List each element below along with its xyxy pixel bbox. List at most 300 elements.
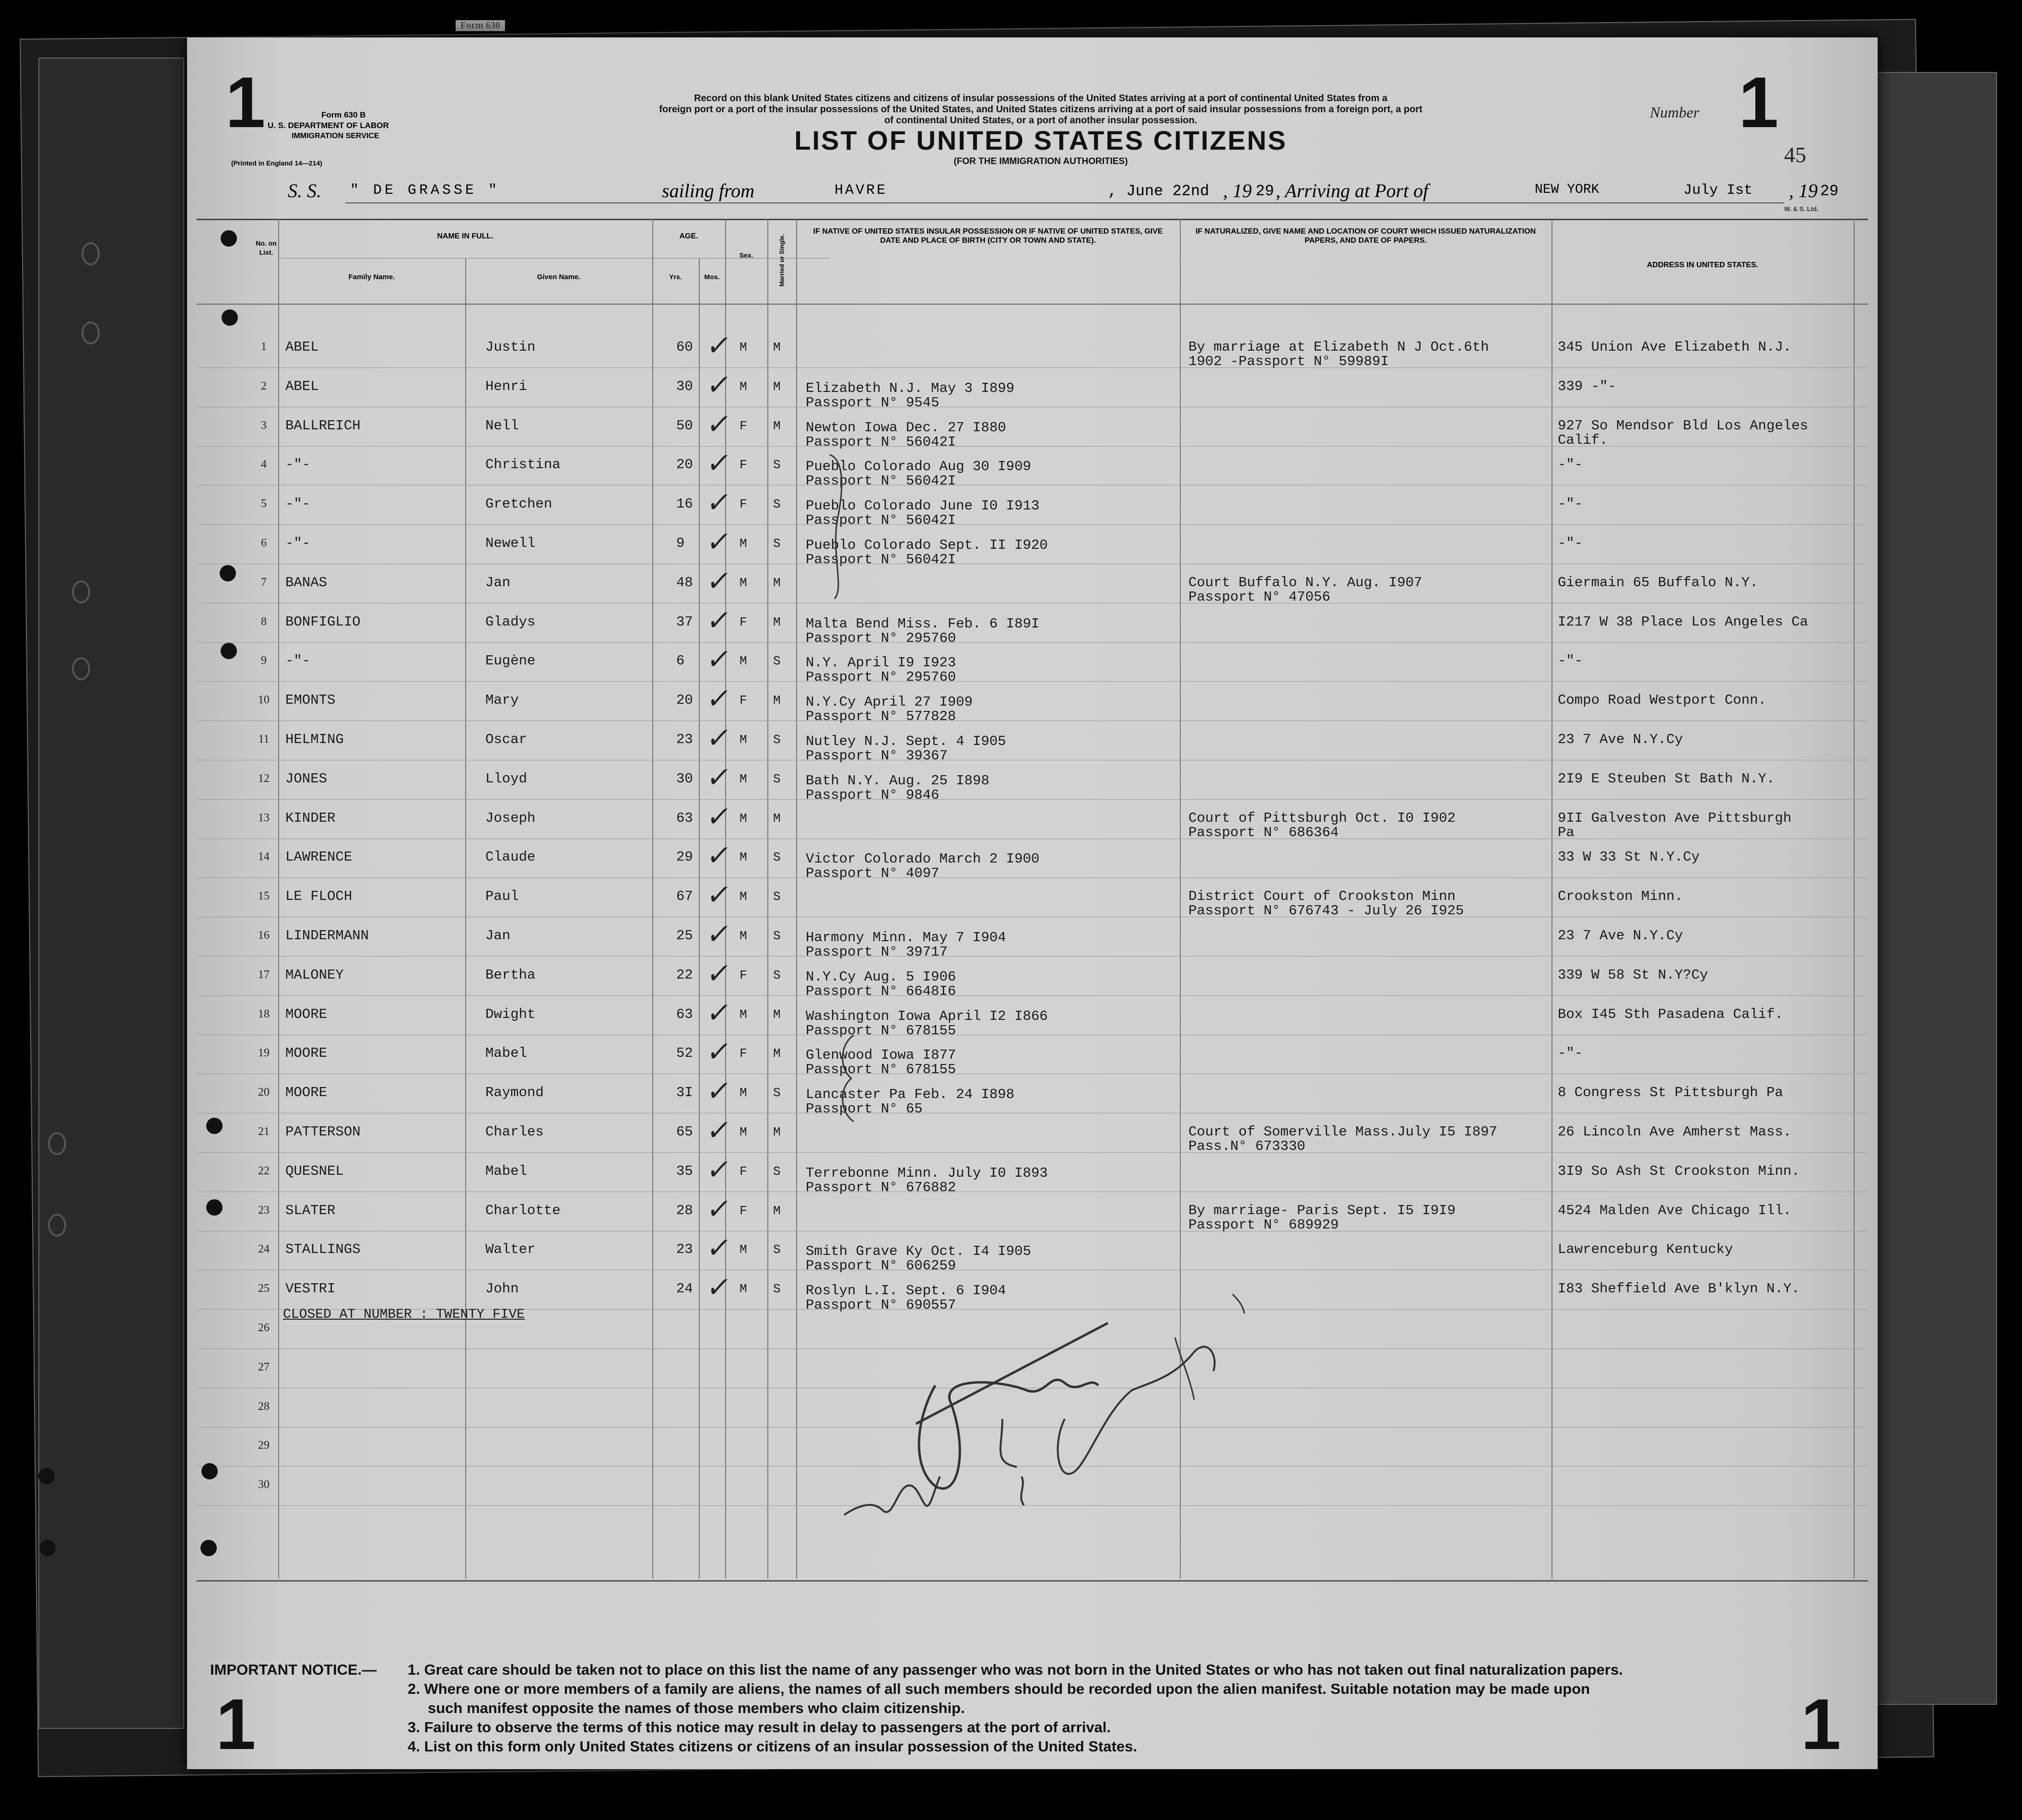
birth-passport: Passport N° 56042I (806, 473, 956, 489)
age-years: 3I (676, 1085, 693, 1100)
birth-place-date: Smith Grave Ky Oct. I4 I905 (806, 1243, 1031, 1259)
col-header-family: Family Name. (348, 273, 395, 281)
marital-status: M (773, 811, 781, 826)
age-years: 63 (676, 810, 693, 826)
binding-hole (221, 643, 237, 659)
col-header-address: ADDRESS IN UNITED STATES. (1646, 261, 1759, 269)
age-years: 52 (676, 1045, 693, 1061)
age-years: 28 (676, 1203, 693, 1218)
binding-hole (222, 309, 238, 326)
us-address: Box I45 Sth Pasadena Calif. (1558, 1006, 1783, 1022)
family-name: KINDER (285, 810, 336, 826)
form-top-tag: Form 630 (456, 20, 505, 31)
us-address: 23 7 Ave N.Y.Cy (1558, 928, 1683, 944)
binding-hole (38, 1468, 55, 1484)
naturalization-passport: Passport N° 47056 (1188, 589, 1330, 605)
us-address: -"- (1558, 535, 1583, 551)
sex: M (740, 340, 747, 355)
handwritten-mark-lower (839, 1457, 945, 1534)
row-number: 23 (258, 1204, 270, 1217)
row-number: 12 (258, 772, 270, 785)
age-years: 16 (676, 496, 693, 512)
sex: M (740, 889, 747, 904)
row-number: 3 (261, 419, 267, 432)
row-number: 9 (261, 654, 267, 667)
birth-place-date: Newton Iowa Dec. 27 I880 (806, 420, 1006, 436)
ss-label: S. S. (288, 180, 321, 201)
birth-passport: Passport N° 676882 (806, 1180, 956, 1195)
us-address: 4524 Malden Ave Chicago Ill. (1558, 1203, 1792, 1218)
check-mark: ✓ (705, 486, 734, 519)
check-mark: ✓ (705, 800, 734, 833)
col-rule-family (465, 258, 466, 1579)
col-header-mos: Mos. (704, 273, 720, 281)
row-rule (197, 524, 1868, 525)
row-number: 27 (258, 1361, 270, 1373)
sex: M (740, 1125, 747, 1139)
marital-status: S (773, 968, 781, 982)
check-mark: ✓ (705, 643, 734, 675)
birth-place-date: Lancaster Pa Feb. 24 I898 (806, 1087, 1015, 1102)
family-name: VESTRI (285, 1281, 336, 1297)
us-address: 2I9 E Steuben St Bath N.Y. (1558, 771, 1775, 787)
notice-item-4: 4. List on this form only United States citizens or citizens of an insular possession of the United States. (408, 1738, 1137, 1755)
birth-passport: Passport N° 295760 (806, 630, 956, 646)
check-mark: ✓ (705, 761, 734, 793)
birth-place-date: Roslyn L.I. Sept. 6 I904 (806, 1283, 1006, 1299)
col-rule-no (278, 219, 279, 1579)
us-address: -"- (1558, 457, 1583, 473)
marital-status: S (773, 733, 781, 747)
given-name: Joseph (485, 810, 536, 826)
birth-place-date: Victor Colorado March 2 I900 (806, 851, 1040, 867)
row-number: 14 (258, 851, 270, 863)
check-mark: ✓ (705, 918, 734, 950)
sex: M (740, 811, 747, 826)
marital-status: M (773, 576, 781, 590)
birth-place-date: N.Y.Cy April 27 I909 (806, 694, 973, 710)
row-number: 10 (258, 694, 270, 706)
us-address: Lawrenceburg Kentucky (1558, 1241, 1733, 1257)
family-name: -"- (285, 535, 311, 551)
sex: M (740, 772, 747, 786)
birth-passport: Passport N° 4097 (806, 865, 940, 881)
us-address: -"- (1558, 653, 1583, 669)
family-name: LAWRENCE (285, 849, 353, 865)
col-rule-yrs (699, 258, 700, 1579)
record-instructions: Record on this blank United States citizens and citizens of insular possessions of the United States arriving at a port of continental United States from a foreign port or a port of the insular possessions of the United States, and United States citizens arriving at a port of said insular possessions from a foreign port, a port of continental United States, or a port of another insular possession. (659, 93, 1422, 126)
family-name: BALLREICH (285, 418, 361, 434)
age-years: 30 (676, 771, 693, 787)
family-brace-ballreich (825, 450, 854, 603)
birth-place-date: Elizabeth N.J. May 3 I899 (806, 380, 1015, 396)
age-years: 25 (676, 928, 693, 944)
us-address: -"- (1558, 496, 1583, 512)
binding-ring (72, 580, 90, 603)
family-name: BANAS (285, 575, 328, 591)
family-name: -"- (285, 653, 311, 669)
marital-status: S (773, 654, 781, 668)
check-mark: ✓ (705, 1114, 734, 1146)
marital-status: S (773, 772, 781, 786)
check-mark: ✓ (705, 1193, 734, 1225)
check-mark: ✓ (705, 1153, 734, 1186)
check-mark: ✓ (705, 1271, 734, 1303)
family-name: MALONEY (285, 967, 344, 983)
birth-place-date: N.Y.Cy Aug. 5 I906 (806, 969, 956, 985)
birth-place-date: N.Y. April I9 I923 (806, 655, 956, 671)
naturalization-court: Court Buffalo N.Y. Aug. I907 (1188, 575, 1422, 591)
given-name: Dwight (485, 1006, 536, 1022)
col-header-name-in-full: NAME IN FULL. (437, 232, 494, 240)
us-address: Crookston Minn. (1558, 888, 1683, 904)
arrive-year: 29 (1820, 182, 1839, 200)
check-mark: ✓ (705, 996, 734, 1029)
given-name: Gretchen (485, 496, 553, 512)
naturalization-court: By marriage- Paris Sept. I5 I9I9 (1188, 1203, 1456, 1218)
age-years: 29 (676, 849, 693, 865)
sex: F (740, 615, 747, 629)
binding-hole (39, 1540, 56, 1556)
ship-name: " DE GRASSE " (350, 182, 500, 199)
sex: F (740, 693, 747, 708)
arrive-date: July Ist (1683, 182, 1753, 199)
given-name: Justin (485, 339, 536, 355)
family-name: ABEL (285, 339, 319, 355)
list-number: 1 (1739, 62, 1779, 142)
row-number: 20 (258, 1086, 270, 1099)
birth-place-date: Nutley N.J. Sept. 4 I905 (806, 733, 1006, 749)
marital-status: S (773, 1086, 781, 1100)
check-mark: ✓ (705, 604, 734, 637)
family-name: MOORE (285, 1045, 328, 1061)
family-name: EMONTS (285, 692, 336, 708)
given-name: Oscar (485, 732, 528, 747)
family-name: MOORE (285, 1006, 328, 1022)
age-years: 20 (676, 692, 693, 708)
row-rule (197, 956, 1868, 957)
check-mark: ✓ (705, 682, 734, 715)
sex: F (740, 419, 747, 433)
us-address: 345 Union Ave Elizabeth N.J. (1558, 339, 1792, 355)
family-name: -"- (285, 457, 311, 473)
family-name: PATTERSON (285, 1124, 361, 1140)
us-address: Giermain 65 Buffalo N.Y. (1558, 575, 1758, 591)
given-name: Mary (485, 692, 519, 708)
naturalization-court: District Court of Crookston Minn (1188, 888, 1456, 904)
printer-mark: W. & S. Ltd. (1784, 205, 1819, 213)
col-header-yrs: Yrs. (669, 273, 682, 281)
number-label: Number (1650, 104, 1700, 121)
from-port: HAVRE (835, 182, 888, 199)
marital-status: M (773, 340, 781, 355)
binding-hole (201, 1463, 218, 1479)
sex: M (740, 576, 747, 590)
row-number: 1 (261, 341, 267, 353)
birth-passport: Passport N° 678155 (806, 1023, 956, 1039)
check-mark: ✓ (705, 839, 734, 872)
row-number: 6 (261, 537, 267, 549)
given-name: Jan (485, 575, 511, 591)
sex: F (740, 1046, 747, 1061)
family-name: HELMING (285, 732, 344, 747)
us-address: 33 W 33 St N.Y.Cy (1558, 849, 1700, 865)
given-name: Charles (485, 1124, 544, 1140)
sex: M (740, 654, 747, 668)
binding-ring (82, 242, 100, 265)
age-years: 35 (676, 1163, 693, 1179)
sex: M (740, 1086, 747, 1100)
given-name: Lloyd (485, 771, 528, 787)
age-years: 65 (676, 1124, 693, 1140)
birth-place-date: Pueblo Colorado Sept. II I920 (806, 537, 1048, 553)
family-name: QUESNEL (285, 1163, 344, 1179)
us-address: 26 Lincoln Ave Amherst Mass. (1558, 1124, 1792, 1140)
age-years: 9 (676, 535, 685, 551)
department: U. S. DEPARTMENT OF LABOR (268, 121, 389, 130)
marital-status: S (773, 458, 781, 472)
col-rule-sex (767, 219, 768, 1579)
age-years: 20 (676, 457, 693, 473)
birth-passport: Passport N° 39717 (806, 944, 948, 960)
binding-ring (72, 657, 90, 680)
birth-passport: Passport N° 65 (806, 1101, 923, 1117)
to-port: NEW YORK (1535, 182, 1599, 197)
us-address: 339 W 58 St N.Y?Cy (1558, 967, 1708, 983)
family-name: STALLINGS (285, 1241, 361, 1257)
marital-status: M (773, 419, 781, 433)
us-address: 3I9 So Ash St Crookston Minn. (1558, 1163, 1800, 1179)
marital-status: S (773, 889, 781, 904)
marital-status: S (773, 536, 781, 551)
row-rule (197, 681, 1868, 682)
naturalization-court: Court of Somerville Mass.July I5 I897 (1188, 1124, 1497, 1140)
family-name: JONES (285, 771, 328, 787)
closed-at-text: CLOSED AT NUMBER : TWENTY FIVE (283, 1307, 525, 1322)
sex: M (740, 929, 747, 943)
family-name: -"- (285, 496, 311, 512)
col-header-age: AGE. (679, 232, 698, 240)
given-name: Henri (485, 378, 528, 394)
check-mark: ✓ (705, 565, 734, 597)
sail-year: 29 (1256, 182, 1274, 200)
check-mark: ✓ (705, 447, 734, 479)
col-header-naturalized: IF NATURALIZED, GIVE NAME AND LOCATION OF COURT WHICH ISSUED NATURALIZATION PAPERS, AND DATE OF PAPERS. (1195, 227, 1536, 245)
row-number: 21 (258, 1125, 270, 1138)
given-name: Gladys (485, 614, 536, 630)
age-years: 50 (676, 418, 693, 434)
family-name: LE FLOCH (285, 888, 353, 904)
given-name: Bertha (485, 967, 536, 983)
col-rule-given (652, 219, 653, 1579)
row-number: 18 (258, 1008, 270, 1020)
binding-hole (200, 1540, 217, 1556)
age-years: 23 (676, 732, 693, 747)
age-years: 37 (676, 614, 693, 630)
age-years: 24 (676, 1281, 693, 1297)
row-number: 8 (261, 615, 267, 628)
handwritten-signature (906, 1265, 1252, 1529)
birth-passport: Passport N° 56042I (806, 434, 956, 450)
us-address: 927 So Mendsor Bld Los Angeles (1558, 418, 1809, 434)
birth-passport: Passport N° 9846 (806, 787, 940, 803)
given-name: Newell (485, 535, 536, 551)
naturalization-passport: 1902 -Passport N° 59989I (1188, 354, 1389, 369)
given-name: Raymond (485, 1085, 544, 1100)
sex: F (740, 458, 747, 472)
us-address: Compo Road Westport Conn. (1558, 692, 1767, 708)
check-mark: ✓ (705, 329, 734, 362)
binding-hole (221, 230, 237, 247)
notice-item-2a: 2. Where one or more members of a family are aliens, the names of all such members should be recorded upon the alien manifest. Suitable notation may be made upon (408, 1680, 1590, 1697)
marital-status: S (773, 1242, 781, 1257)
birth-passport: Passport N° 6648I6 (806, 983, 956, 999)
family-brace-moore (835, 1030, 863, 1126)
age-years: 22 (676, 967, 693, 983)
row-rule (197, 799, 1868, 800)
sex: M (740, 379, 747, 394)
birth-place-date: Pueblo Colorado June I0 I913 (806, 498, 1040, 514)
given-name: Claude (485, 849, 536, 865)
row-number: 25 (258, 1282, 270, 1295)
check-mark: ✓ (705, 878, 734, 911)
naturalization-passport: Passport N° 686364 (1188, 825, 1339, 840)
sex: M (740, 1242, 747, 1257)
us-address: 339 -"- (1558, 378, 1616, 394)
given-name: Christina (485, 457, 561, 473)
birth-place-date: Pueblo Colorado Aug 30 I909 (806, 459, 1031, 474)
back-sheet-left (38, 58, 184, 1729)
row-number: 30 (258, 1478, 270, 1491)
given-name: Mabel (485, 1045, 528, 1061)
marital-status: S (773, 929, 781, 943)
given-name: Nell (485, 418, 519, 434)
notice-item-1: 1. Great care should be taken not to place on this list the name of any passenger who was not born in the United States or who has not taken out final naturalization papers. (408, 1661, 1623, 1678)
page-number: 45 (1784, 142, 1806, 167)
binding-ring (48, 1214, 66, 1237)
us-address: 9II Galveston Ave Pittsburgh (1558, 810, 1792, 826)
marital-status: M (773, 615, 781, 629)
marital-status: S (773, 1164, 781, 1179)
given-name: John (485, 1281, 519, 1297)
age-years: 60 (676, 339, 693, 355)
arrive-year-prefix: , 19 (1789, 180, 1818, 201)
marital-status: M (773, 1046, 781, 1061)
notice-item-2b: such manifest opposite the names of those members who claim citizenship. (428, 1700, 965, 1716)
row-number: 4 (261, 458, 267, 471)
binding-ring (82, 321, 100, 344)
family-name: BONFIGLIO (285, 614, 361, 630)
birth-passport: Passport N° 295760 (806, 669, 956, 685)
col-rule-married (796, 219, 797, 1579)
marital-status: M (773, 1125, 781, 1139)
family-name: LINDERMANN (285, 928, 369, 944)
row-number: 2 (261, 380, 267, 392)
row-number: 16 (258, 929, 270, 942)
birth-place-date: Glenwood Iowa I877 (806, 1047, 956, 1063)
marital-status: M (773, 379, 781, 394)
naturalization-court: By marriage at Elizabeth N J Oct.6th (1188, 339, 1489, 355)
row-number: 22 (258, 1165, 270, 1177)
naturalization-passport: Passport N° 676743 - July 26 I925 (1188, 903, 1464, 919)
birth-passport: Passport N° 56042I (806, 552, 956, 567)
back-sheet-right (1870, 72, 1997, 1705)
check-mark: ✓ (705, 1231, 734, 1264)
notice-heading: IMPORTANT NOTICE.— (210, 1661, 377, 1678)
birth-place-date: Bath N.Y. Aug. 25 I898 (806, 773, 989, 789)
col-header-sex: Sex. (739, 251, 753, 259)
us-address: 8 Congress St Pittsburgh Pa (1558, 1085, 1783, 1100)
marital-status: M (773, 1204, 781, 1218)
row-number: 28 (258, 1400, 270, 1413)
corner-number: 1 (225, 62, 266, 142)
marital-status: M (773, 693, 781, 708)
manifest-page (187, 37, 1878, 1769)
us-address-cont: Pa (1558, 825, 1575, 840)
age-years: 30 (676, 378, 693, 394)
row-number: 26 (258, 1322, 270, 1334)
row-number: 5 (261, 497, 267, 510)
row-number: 24 (258, 1243, 270, 1255)
sex: F (740, 497, 747, 511)
us-address: -"- (1558, 1045, 1583, 1061)
sail-date: , June 22nd (1108, 182, 1210, 200)
sex: F (740, 1164, 747, 1179)
us-address: I217 W 38 Place Los Angeles Ca (1558, 614, 1809, 630)
notice-item-3: 3. Failure to observe the terms of this notice may result in delay to passengers at the port of arrival. (408, 1719, 1111, 1736)
printed-note: (Printed in England 14—214) (231, 159, 322, 167)
sex: M (740, 1007, 747, 1022)
row-number: 11 (258, 733, 270, 745)
arriving-label: , Arriving at Port of (1276, 180, 1429, 201)
row-number: 13 (258, 812, 270, 824)
footer-number-left: 1 (216, 1684, 256, 1764)
given-name: Jan (485, 928, 511, 944)
age-years: 67 (676, 888, 693, 904)
list-title: LIST OF UNITED STATES CITIZENS (794, 125, 1287, 155)
check-mark: ✓ (705, 721, 734, 754)
birth-passport: Passport N° 9545 (806, 395, 940, 411)
sex: M (740, 850, 747, 864)
row-number: 19 (258, 1047, 270, 1059)
col-rule-address (1854, 219, 1855, 1579)
footer-number-right: 1 (1801, 1684, 1841, 1764)
voyage-underline (345, 202, 1784, 203)
age-years: 6 (676, 653, 685, 669)
sailing-label: sailing from (662, 180, 754, 201)
marital-status: S (773, 850, 781, 864)
row-rule (197, 367, 1868, 368)
check-mark: ✓ (705, 1035, 734, 1068)
given-name: Mabel (485, 1163, 528, 1179)
marital-status: S (773, 497, 781, 511)
row-rule (197, 446, 1868, 447)
sex: F (740, 968, 747, 982)
sail-year-prefix: , 19 (1223, 180, 1252, 201)
col-header-given: Given Name. (537, 273, 581, 281)
row-number: 17 (258, 969, 270, 981)
header-bottom-rule (197, 304, 1868, 305)
marital-status: M (773, 1007, 781, 1022)
check-mark: ✓ (705, 1075, 734, 1107)
row-rule (197, 995, 1868, 996)
marital-status: S (773, 1282, 781, 1296)
us-address-cont: Calif. (1558, 432, 1608, 448)
row-rule (197, 642, 1868, 643)
birth-passport: Passport N° 577828 (806, 709, 956, 724)
birth-place-date: Harmony Minn. May 7 I904 (806, 930, 1006, 945)
sex: M (740, 1282, 747, 1296)
